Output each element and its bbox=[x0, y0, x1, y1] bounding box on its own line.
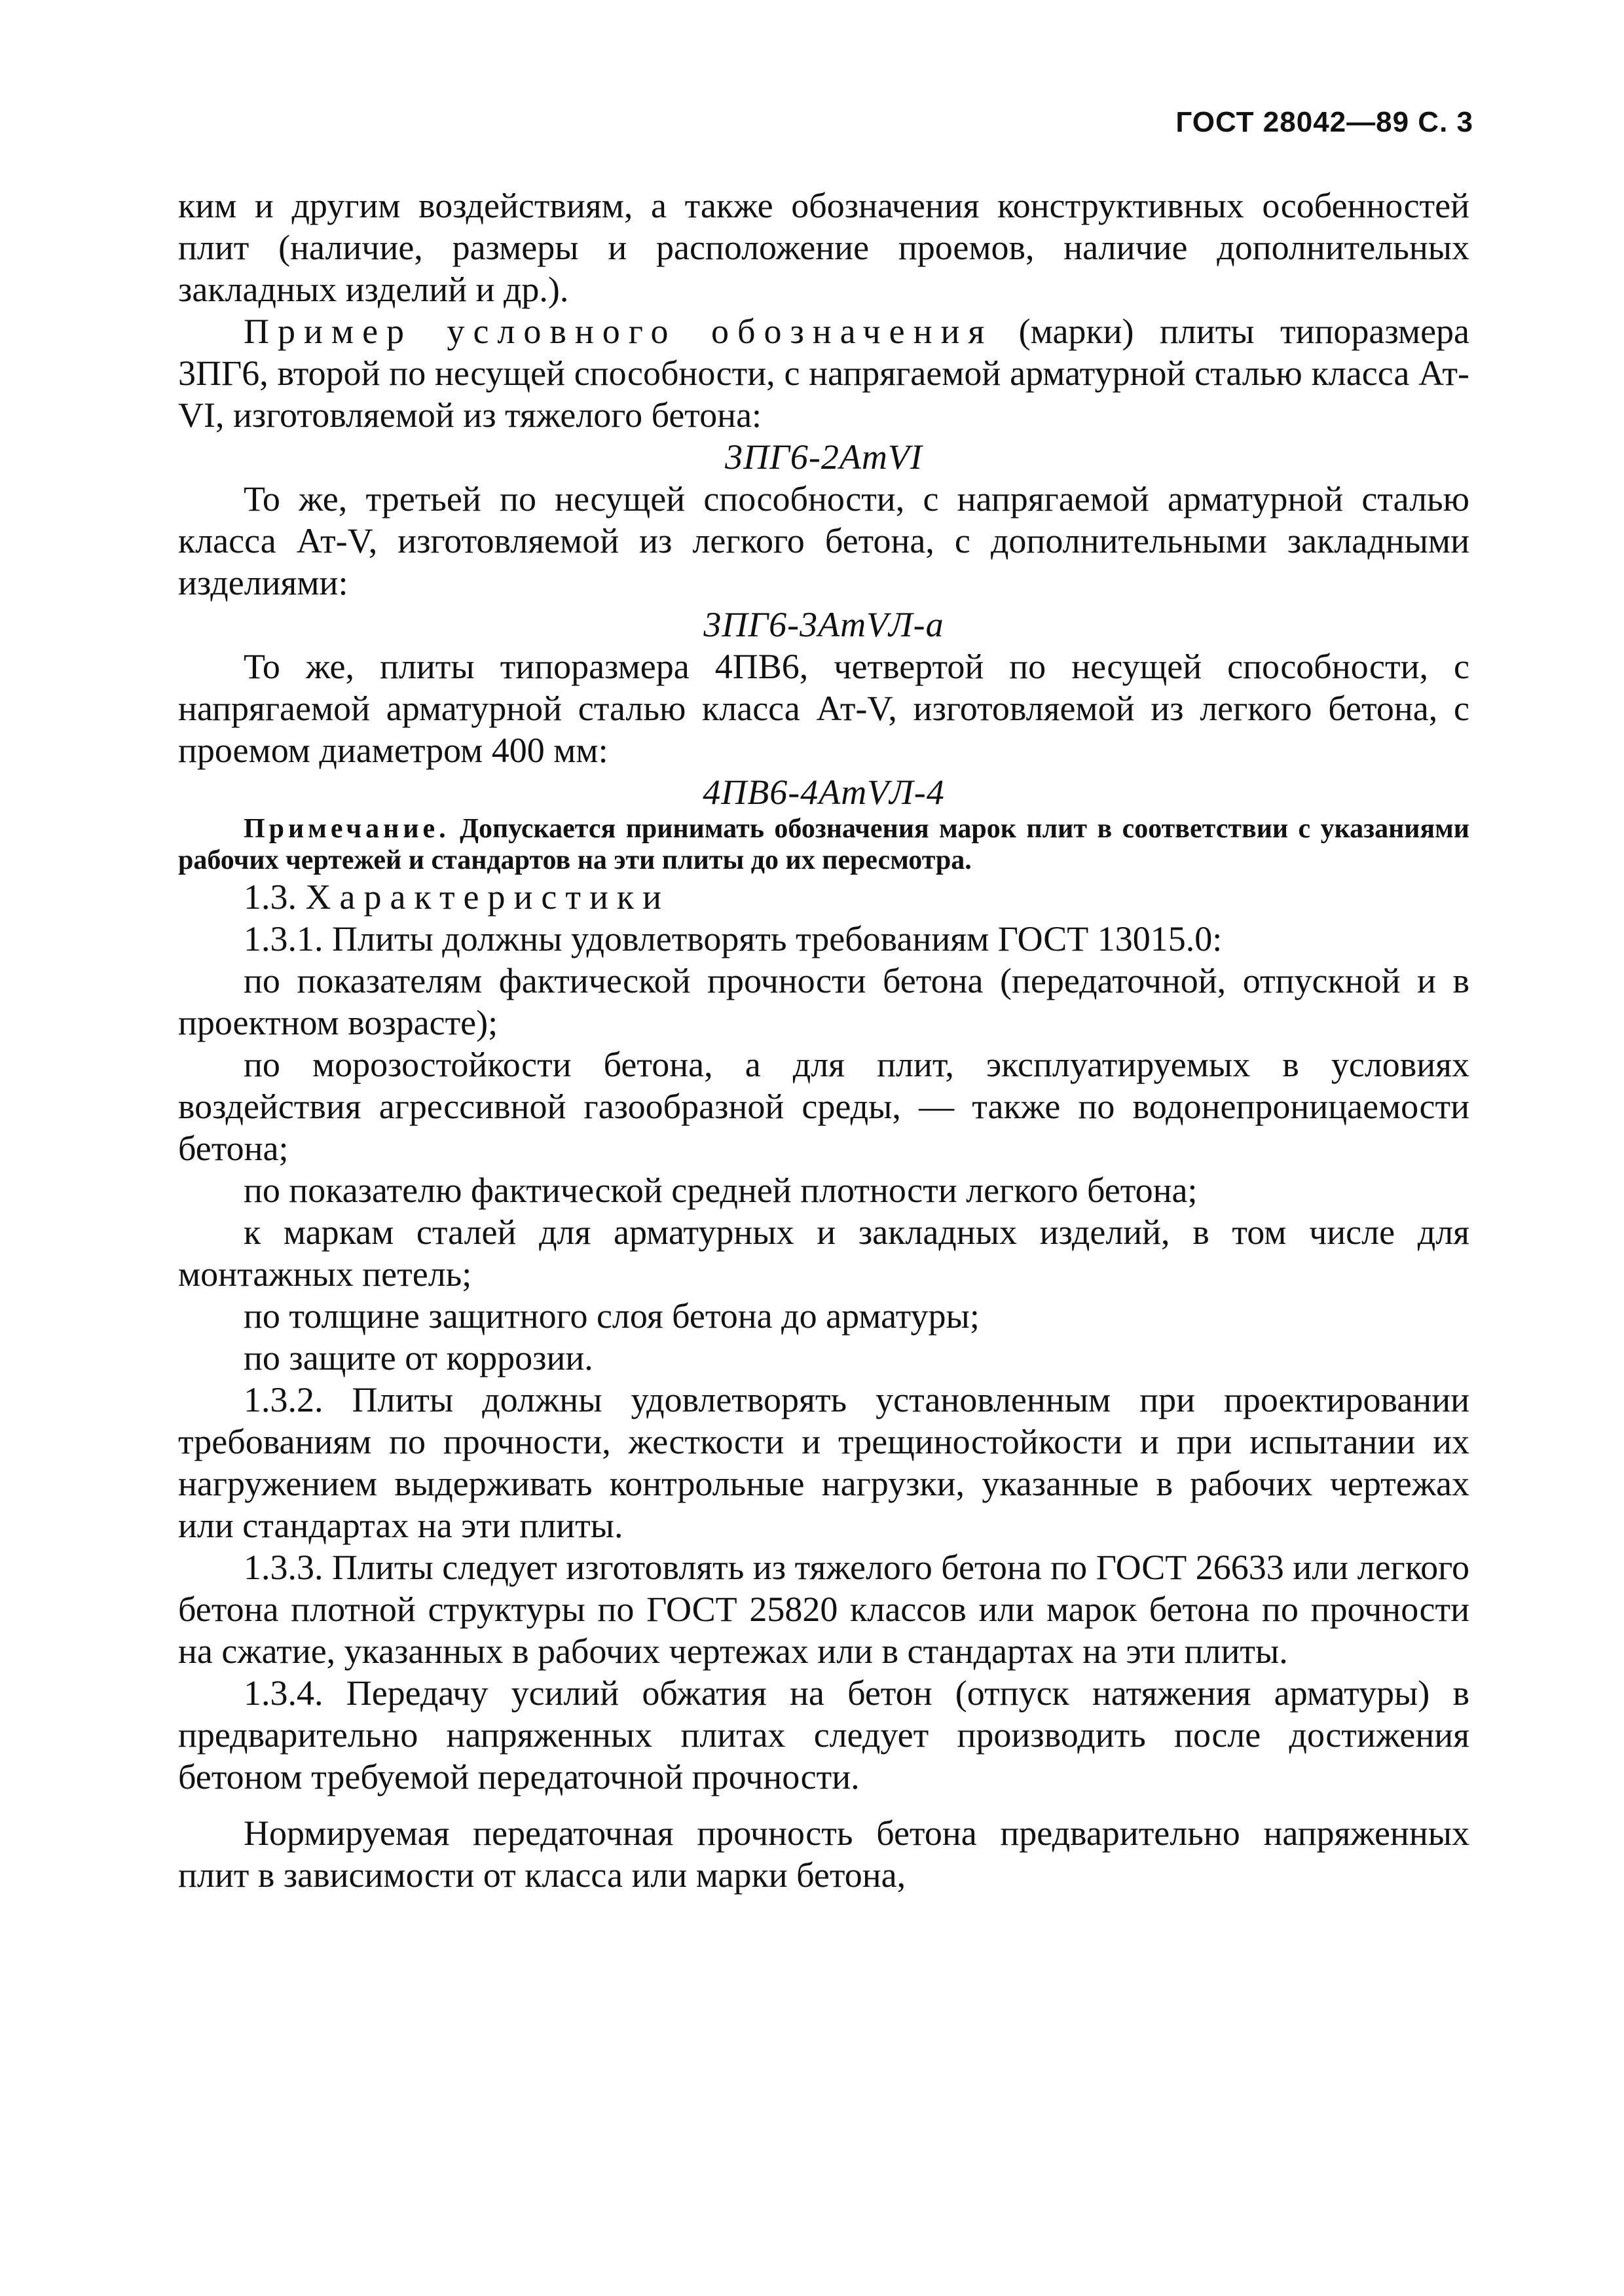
list-item-1-3-1-b: по морозостойкости бетона, а для плит, эксплуатируемых в условиях воздействия агрессивной газообразной среды, — также по водонепроницаемости бетона; bbox=[178, 1045, 1469, 1168]
text-column bbox=[178, 185, 1469, 1896]
example-1-text: (марки) плиты типоразмера 3ПГ6, второй по несущей способности, с напрягаемой арматурной сталью класса Ат-VI, изготовляемой из тяжелого бетона: bbox=[178, 312, 1470, 435]
page-header: ГОСТ 28042—89 С. 3 bbox=[1175, 106, 1473, 138]
formula-2: 3ПГ6-3АтVЛ-а bbox=[703, 605, 944, 644]
formula-1: 3ПГ6-2АтVI bbox=[725, 437, 923, 477]
example-lead: Пример условного обозначения bbox=[244, 312, 993, 351]
note bbox=[178, 813, 1469, 876]
spacer bbox=[178, 1798, 1469, 1812]
section-number: 1.3. bbox=[244, 877, 297, 917]
list-item-1-3-1-a: по показателям фактической прочности бетона (передаточной, отпускной и в проектном возрасте); bbox=[178, 961, 1469, 1042]
paragraph-1-3-4: 1.3.4. Передачу усилий обжатия на бетон (отпуск натяжения арматуры) в предварительно напряженных плитах следует производить после достижения бетоном требуемой передаточной прочности. bbox=[178, 1673, 1469, 1796]
section-heading bbox=[178, 876, 1469, 918]
paragraph-1-3-3: 1.3.3. Плиты следует изготовлять из тяжелого бетона по ГОСТ 26633 или легкого бетона плотной структуры по ГОСТ 25820 классов или марок бетона по прочности на сжатие, указанных в рабочих чертежах или в стандартах на эти плиты. bbox=[178, 1548, 1469, 1671]
list-item-1-3-1-f: по защите от коррозии. bbox=[244, 1338, 593, 1377]
paragraph-1-3-2: 1.3.2. Плиты должны удовлетворять установленным при проектировании требованиям по прочности, жесткости и трещиностойкости и при испытании их нагружением выдерживать контрольные нагрузки, указанные в рабочих чертежах или стандартах на эти плиты. bbox=[178, 1380, 1469, 1545]
list-item-1-3-1-e: по толщине защитного слоя бетона до арматуры; bbox=[244, 1296, 980, 1336]
paragraph-final: Нормируемая передаточная прочность бетона предварительно напряженных плит в зависимости от класса или марки бетона, bbox=[178, 1813, 1469, 1895]
list-item-1-3-1-d: к маркам сталей для арматурных и закладных изделий, в том числе для монтажных петель; bbox=[178, 1212, 1469, 1294]
paragraph-example-2: То же, третьей по несущей способности, с напрягаемой арматурной сталью класса Ат-V, изготовляемой из легкого бетона, с дополнительными закладными изделиями: bbox=[178, 479, 1469, 602]
paragraph-1-3-1: 1.3.1. Плиты должны удовлетворять требованиям ГОСТ 13015.0: bbox=[244, 919, 1223, 958]
section-title: Характеристики bbox=[305, 877, 671, 917]
note-label: Примечание. bbox=[244, 814, 450, 844]
paragraph-example-1 bbox=[178, 310, 1469, 436]
list-item-1-3-1-c: по показателю фактической средней плотности легкого бетона; bbox=[244, 1171, 1198, 1210]
note-text: Допускается принимать обозначения марок плит в соответствии с указаниями рабочих чертежей и стандартов на эти плиты до их пересмотра. bbox=[178, 814, 1469, 875]
formula-3: 4ПВ6-4АтVЛ-4 bbox=[703, 773, 945, 812]
paragraph-continuation: ким и другим воздействиям, а также обозначения конструктивных особенностей плит (наличие, размеры и расположение проемов, наличие дополнительных закладных изделий и др.). bbox=[178, 186, 1469, 309]
paragraph-example-3: То же, плиты типоразмера 4ПВ6, четвертой по несущей способности, с напрягаемой арматурной сталью класса Ат-V, изготовляемой из легкого бетона, с проемом диаметром 400 мм: bbox=[178, 647, 1469, 770]
